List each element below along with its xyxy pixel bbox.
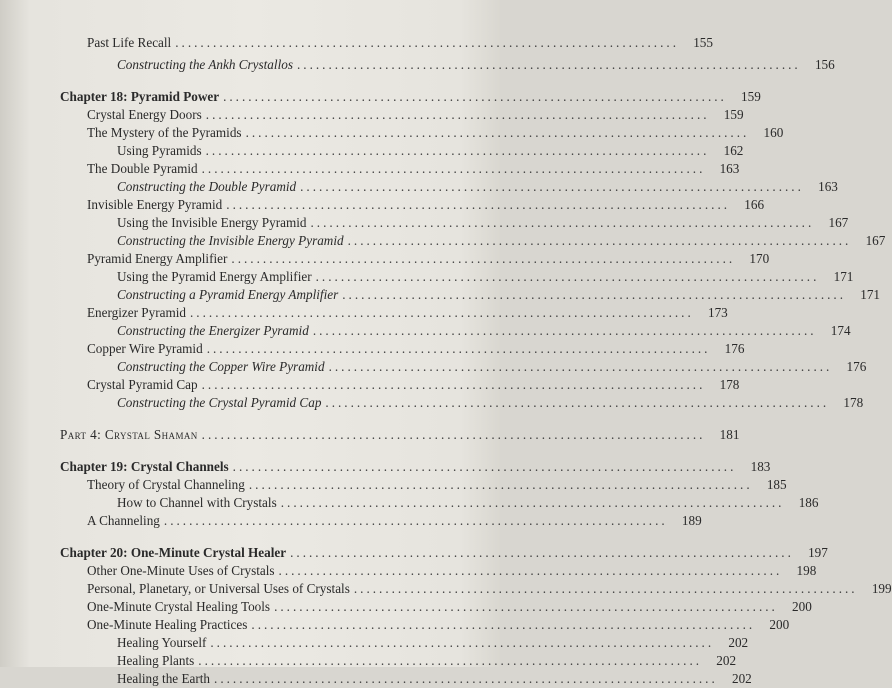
dot-leader: ................................................................................ bbox=[231, 251, 736, 266]
dot-leader: ................................................................................ bbox=[201, 161, 706, 176]
dot-leader: ................................................................................ bbox=[300, 179, 804, 194]
toc-entry bbox=[60, 88, 761, 106]
toc-entry bbox=[117, 652, 737, 670]
dot-leader: ................................................................................ bbox=[328, 359, 833, 374]
toc-entry-title: Other One-Minute Uses of Crystals bbox=[87, 563, 275, 578]
toc-entry bbox=[87, 340, 745, 358]
toc-entry-page-number: 178 bbox=[843, 395, 864, 410]
toc-entry bbox=[87, 598, 812, 616]
dot-leader: ................................................................................ bbox=[205, 107, 710, 122]
toc-entry-title: The Double Pyramid bbox=[87, 161, 198, 176]
toc-entry-page-number: 183 bbox=[750, 459, 771, 474]
toc-entry-title: One-Minute Healing Practices bbox=[87, 617, 248, 632]
toc-entry bbox=[87, 580, 892, 598]
toc-entry-page-number: 171 bbox=[833, 269, 854, 284]
dot-leader: ................................................................................ bbox=[325, 395, 830, 410]
toc-entry bbox=[117, 142, 744, 160]
toc-entry-page-number: 202 bbox=[731, 671, 752, 686]
toc-entry-page-number: 167 bbox=[828, 215, 849, 230]
toc-entry bbox=[60, 426, 740, 444]
toc-entry-page-number: 159 bbox=[723, 107, 744, 122]
toc-entry-page-number: 167 bbox=[865, 233, 886, 248]
dot-leader: ................................................................................ bbox=[210, 635, 715, 650]
dot-leader: ................................................................................ bbox=[315, 269, 820, 284]
dot-leader: ................................................................................ bbox=[312, 323, 817, 338]
toc-entry bbox=[117, 286, 880, 304]
toc-entry-title: How to Channel with Crystals bbox=[117, 495, 277, 510]
toc-entry-page-number: 163 bbox=[719, 161, 740, 176]
dot-leader: ................................................................................ bbox=[310, 215, 815, 230]
toc-entry-page-number: 162 bbox=[723, 143, 744, 158]
toc-entry-title: Constructing a Pyramid Energy Amplifier bbox=[117, 287, 339, 302]
dot-leader: ................................................................................ bbox=[175, 35, 679, 50]
toc-entry bbox=[117, 634, 749, 652]
toc-entry-page-number: 178 bbox=[719, 377, 740, 392]
dot-leader: ................................................................................ bbox=[296, 57, 801, 72]
toc-entry-title: Constructing the Ankh Crystallos bbox=[117, 57, 293, 72]
toc-entry bbox=[87, 196, 765, 214]
toc-entry-title: Using the Pyramid Energy Amplifier bbox=[117, 269, 312, 284]
dot-leader: ................................................................................ bbox=[214, 671, 718, 686]
toc-entry bbox=[87, 616, 790, 634]
toc-entry-page-number: 159 bbox=[741, 89, 761, 104]
toc-entry-title: Constructing the Crystal Pyramid Cap bbox=[117, 395, 322, 410]
toc-entry bbox=[87, 124, 784, 142]
dot-leader: ................................................................................ bbox=[274, 599, 778, 614]
dot-leader: ................................................................................ bbox=[201, 377, 706, 392]
toc-entry-title: Crystal Energy Doors bbox=[87, 107, 202, 122]
toc-entry-page-number: 189 bbox=[681, 513, 702, 528]
toc-entry-title: Constructing the Invisible Energy Pyramid bbox=[117, 233, 344, 248]
toc-entry-title: Pyramid Energy Amplifier bbox=[87, 251, 228, 266]
toc-entry-title: Invisible Energy Pyramid bbox=[87, 197, 223, 212]
toc-entry bbox=[87, 562, 817, 580]
toc-entry-title: Chapter 19: Crystal Channels bbox=[60, 459, 229, 474]
toc-entry-page-number: 176 bbox=[724, 341, 745, 356]
dot-leader: ................................................................................ bbox=[223, 89, 727, 104]
toc-entry-title: Chapter 20: One-Minute Crystal Healer bbox=[60, 545, 287, 560]
toc-entry-page-number: 202 bbox=[716, 653, 737, 668]
dot-leader: ................................................................................ bbox=[232, 459, 737, 474]
toc-entry-title: A Channeling bbox=[87, 513, 160, 528]
dot-leader: ................................................................................ bbox=[353, 581, 858, 596]
toc-entry-title: Copper Wire Pyramid bbox=[87, 341, 203, 356]
toc-entry bbox=[87, 476, 787, 494]
toc-entry-title: Healing Yourself bbox=[117, 635, 207, 650]
toc-entry-title: Part 4: Crystal Shaman bbox=[60, 427, 198, 442]
toc-entry-page-number: 160 bbox=[763, 125, 784, 140]
toc-entry bbox=[87, 376, 740, 394]
dot-leader: ................................................................................ bbox=[342, 287, 846, 302]
toc-entry bbox=[117, 394, 864, 412]
toc-entry-title: Theory of Crystal Channeling bbox=[87, 477, 245, 492]
toc-entry bbox=[87, 512, 702, 530]
dot-leader: ................................................................................ bbox=[347, 233, 852, 248]
toc-entry bbox=[87, 304, 728, 322]
toc-entry bbox=[117, 232, 886, 250]
toc-entry bbox=[87, 106, 744, 124]
toc-entry-title: Healing the Earth bbox=[117, 671, 211, 686]
toc-entry-page-number: 197 bbox=[808, 545, 828, 560]
toc-entry-title: Personal, Planetary, or Universal Uses of Crystals bbox=[87, 581, 350, 596]
toc-entry-title: Using the Invisible Energy Pyramid bbox=[117, 215, 307, 230]
toc-entry-page-number: 198 bbox=[796, 563, 817, 578]
toc-entry bbox=[117, 178, 838, 196]
toc-entry bbox=[117, 322, 851, 340]
toc-entry-page-number: 199 bbox=[871, 581, 892, 596]
dot-leader: ................................................................................ bbox=[290, 545, 794, 560]
toc-entry bbox=[87, 160, 740, 178]
dot-leader: ................................................................................ bbox=[190, 305, 694, 320]
dot-leader: ................................................................................ bbox=[163, 513, 668, 528]
toc-entry-page-number: 171 bbox=[860, 287, 880, 302]
toc-entry-title: Using Pyramids bbox=[117, 143, 202, 158]
toc-entry-page-number: 181 bbox=[719, 427, 740, 442]
toc-entry-title: Constructing the Copper Wire Pyramid bbox=[117, 359, 325, 374]
toc-entry-page-number: 202 bbox=[728, 635, 749, 650]
dot-leader: ................................................................................ bbox=[226, 197, 731, 212]
toc-entry bbox=[87, 250, 770, 268]
toc-entry-page-number: 185 bbox=[766, 477, 787, 492]
toc-entry bbox=[117, 56, 835, 74]
toc-entry bbox=[87, 34, 713, 52]
toc-entry bbox=[117, 670, 752, 688]
toc-entry-page-number: 170 bbox=[749, 251, 770, 266]
toc-entry-title: Chapter 18: Pyramid Power bbox=[60, 89, 220, 104]
toc-entry bbox=[117, 268, 854, 286]
toc-entry-title: Healing Plants bbox=[117, 653, 195, 668]
toc-entry-page-number: 200 bbox=[769, 617, 790, 632]
toc-entry-title: Past Life Recall bbox=[87, 35, 172, 50]
toc-entry-title: Crystal Pyramid Cap bbox=[87, 377, 198, 392]
toc-entry-page-number: 166 bbox=[744, 197, 765, 212]
toc-entry bbox=[117, 358, 867, 376]
toc-entry bbox=[117, 494, 819, 512]
toc-entry-page-number: 200 bbox=[792, 599, 812, 614]
dot-leader: ................................................................................ bbox=[206, 341, 711, 356]
toc-entry-title: Energizer Pyramid bbox=[87, 305, 186, 320]
dot-leader: ................................................................................ bbox=[205, 143, 710, 158]
toc-entry-title: One-Minute Crystal Healing Tools bbox=[87, 599, 271, 614]
toc-entry-page-number: 186 bbox=[798, 495, 819, 510]
dot-leader: ................................................................................ bbox=[278, 563, 783, 578]
toc-entry-title: Constructing the Energizer Pyramid bbox=[117, 323, 309, 338]
toc-entry-page-number: 174 bbox=[830, 323, 851, 338]
toc-entry bbox=[60, 458, 771, 476]
dot-leader: ................................................................................ bbox=[198, 653, 703, 668]
toc-entry-page-number: 155 bbox=[693, 35, 713, 50]
dot-leader: ................................................................................ bbox=[201, 427, 706, 442]
toc-entry-page-number: 173 bbox=[707, 305, 728, 320]
toc-entry-page-number: 176 bbox=[846, 359, 867, 374]
toc-entry-title: The Mystery of the Pyramids bbox=[87, 125, 242, 140]
dot-leader: ................................................................................ bbox=[248, 477, 753, 492]
toc-entry bbox=[117, 214, 849, 232]
toc-entry-page-number: 163 bbox=[818, 179, 838, 194]
toc-entry-page-number: 156 bbox=[814, 57, 835, 72]
toc-entry-title: Constructing the Double Pyramid bbox=[117, 179, 297, 194]
dot-leader: ................................................................................ bbox=[245, 125, 750, 140]
toc-entry bbox=[60, 544, 828, 562]
dot-leader: ................................................................................ bbox=[251, 617, 756, 632]
dot-leader: ................................................................................ bbox=[280, 495, 785, 510]
